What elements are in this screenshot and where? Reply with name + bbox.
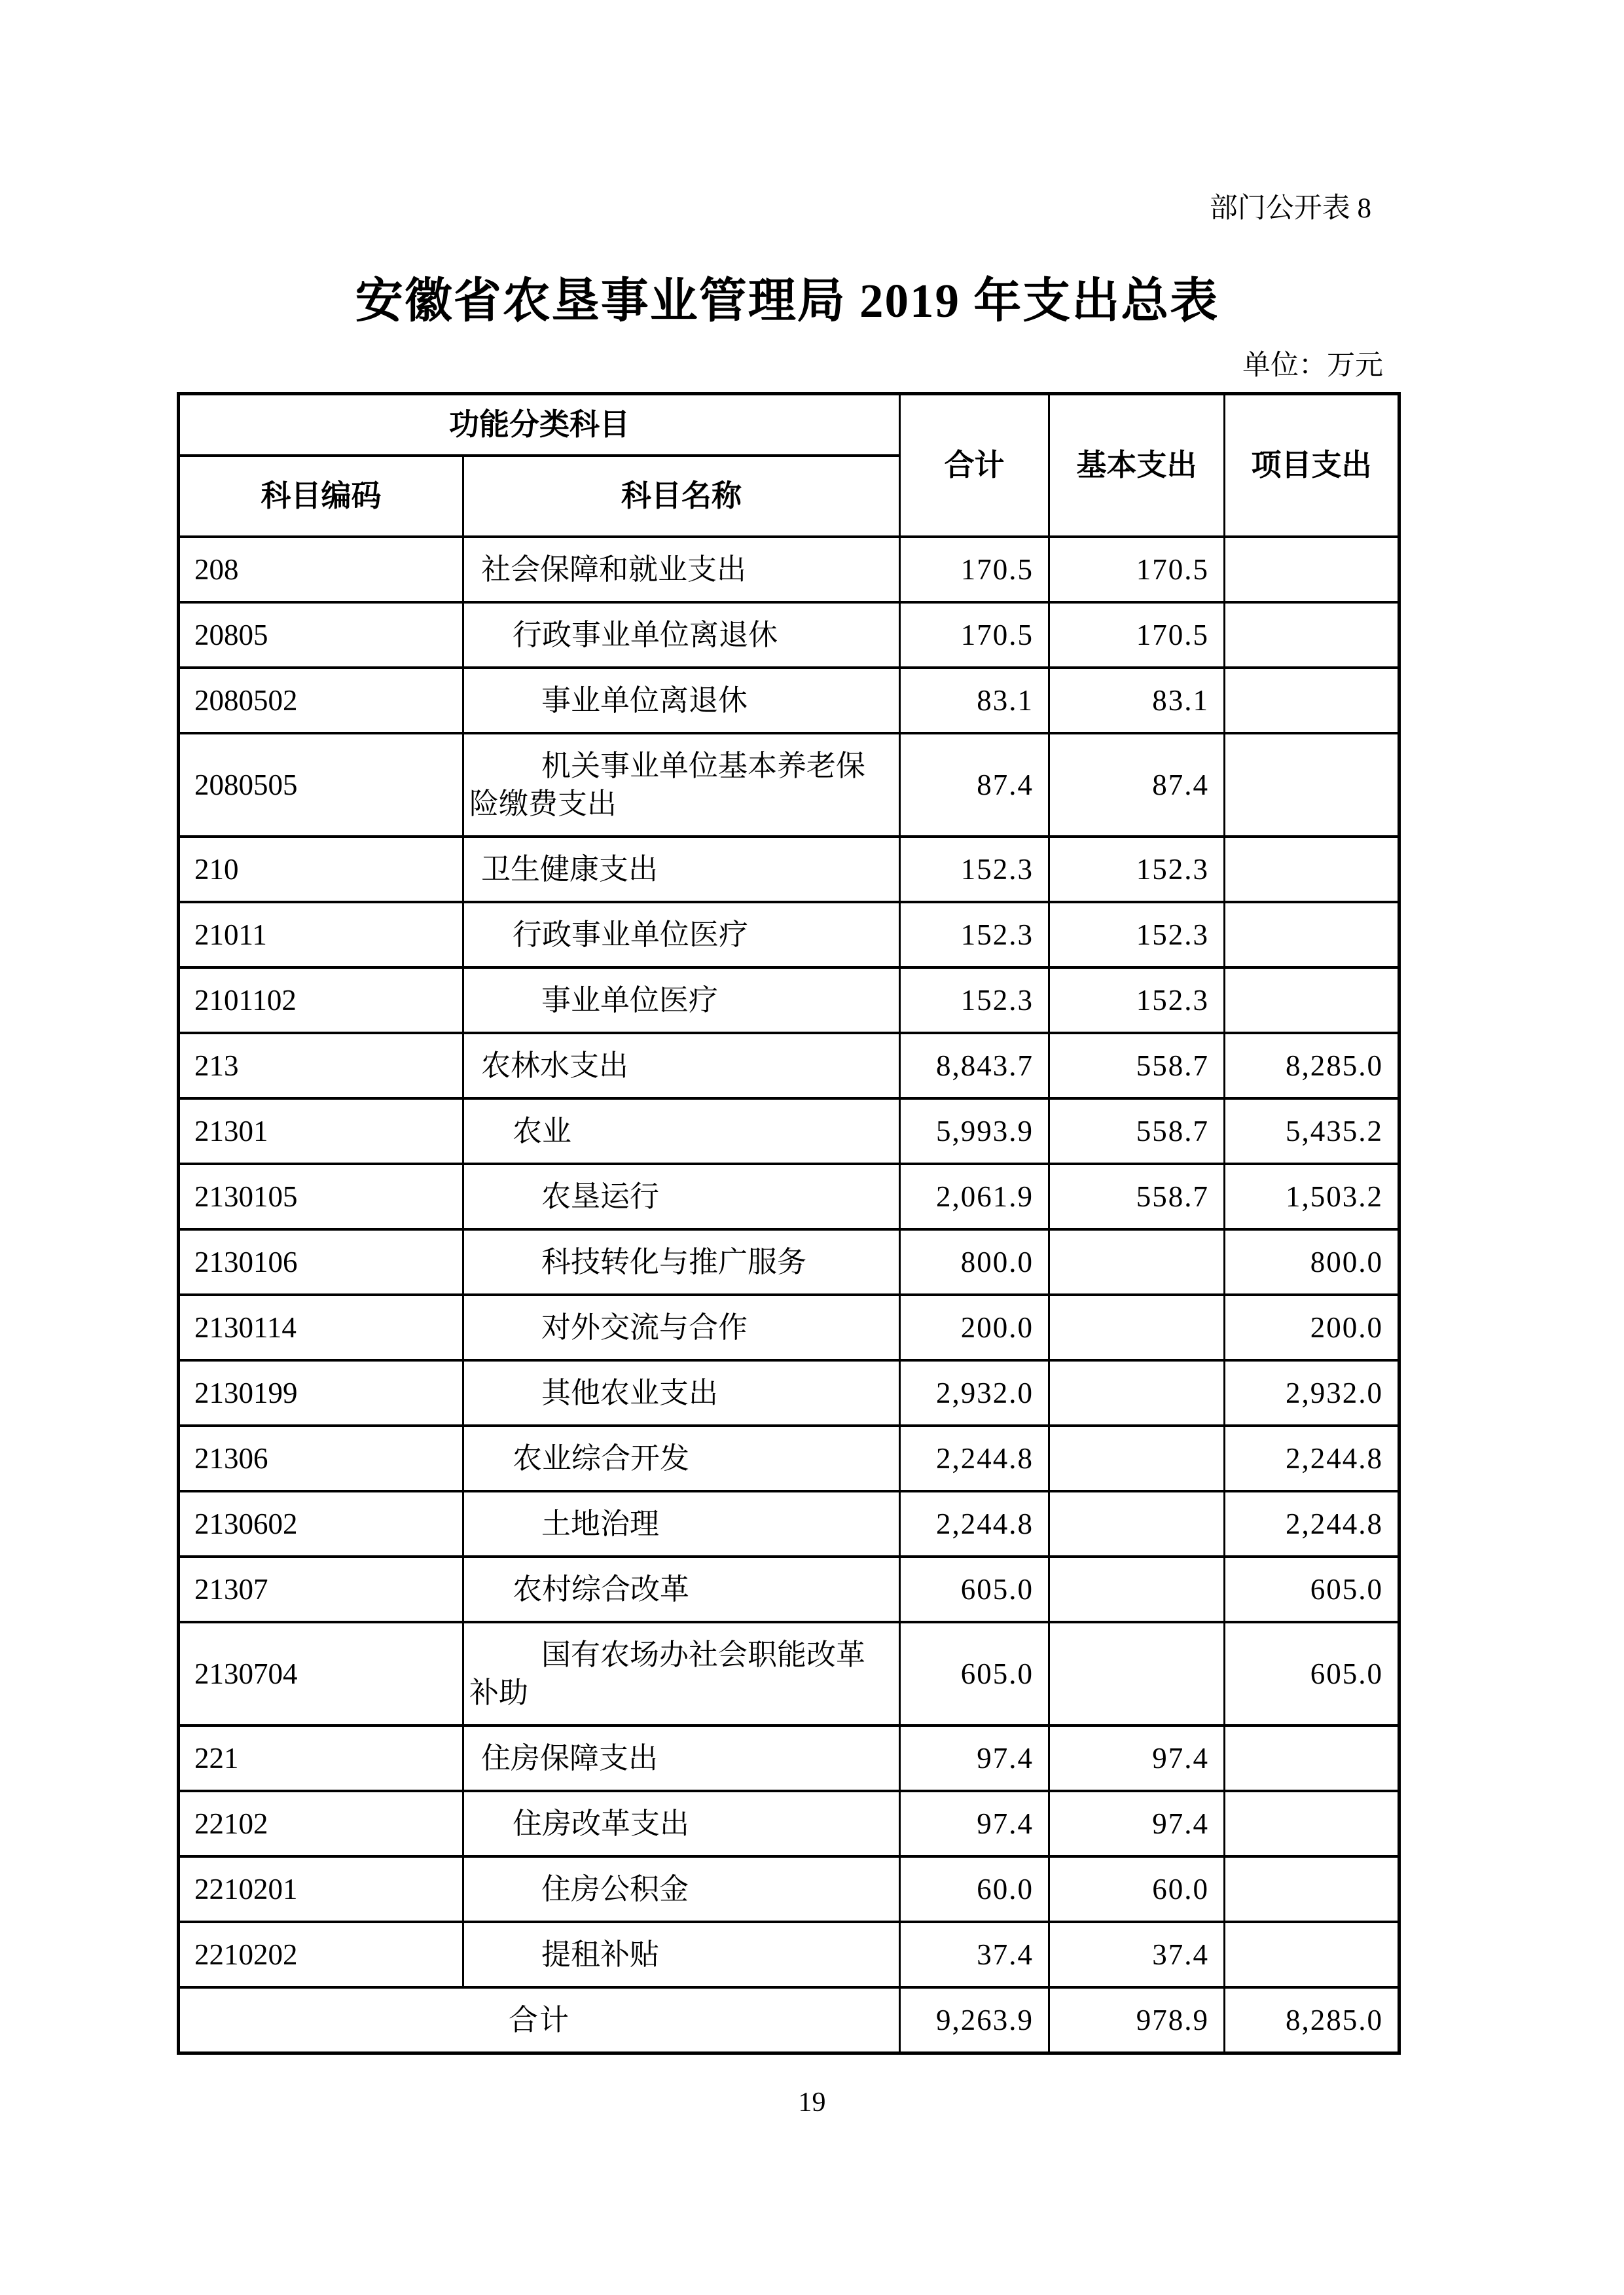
doc-label: 部门公开表 8 [1209,193,1371,224]
subject-code-cell: 2210201 [179,1856,463,1922]
subject-code-cell: 2130106 [179,1229,463,1295]
basic-value-cell: 558.7 [1049,1164,1225,1229]
table-row [179,1791,1399,1856]
project-value-cell [1225,668,1399,733]
basic-value-cell: 97.4 [1049,1726,1225,1791]
subject-name-cell: 事业单位离退休 [463,668,900,733]
basic-value-cell: 97.4 [1049,1791,1225,1856]
total-value-cell: 8,843.7 [900,1033,1049,1098]
project-value-cell: 800.0 [1225,1229,1399,1295]
basic-value-cell: 558.7 [1049,1033,1225,1098]
subject-name-cell: 住房公积金 [463,1856,900,1922]
subject-code-cell: 2130602 [179,1491,463,1557]
total-row-label: 合计 [179,1987,900,2053]
project-value-cell: 5,435.2 [1225,1098,1399,1164]
table-row [179,1164,1399,1229]
project-value-cell [1225,537,1399,602]
subject-name-cell: 国有农场办社会职能改革补助 [463,1622,900,1726]
subject-code-cell: 208 [179,537,463,602]
subject-name-cell: 提租补贴 [463,1922,900,1987]
project-value-cell: 200.0 [1225,1295,1399,1360]
project-value-cell: 2,244.8 [1225,1491,1399,1557]
total-value-cell: 152.3 [900,837,1049,902]
subject-code-cell: 2210202 [179,1922,463,1987]
subject-code-cell: 21306 [179,1426,463,1491]
subject-code-cell: 2130704 [179,1622,463,1726]
subject-name-cell: 土地治理 [463,1491,900,1557]
basic-value-cell [1049,1622,1225,1726]
total-row-project-value: 8,285.0 [1225,1987,1399,2053]
project-value-cell: 8,285.0 [1225,1033,1399,1098]
header-subject-name: 科目名称 [463,456,900,537]
table-row [179,1622,1399,1726]
subject-name-cell: 农业综合开发 [463,1426,900,1491]
subject-name-cell: 其他农业支出 [463,1360,900,1426]
subject-code-cell: 2130105 [179,1164,463,1229]
subject-name-cell: 社会保障和就业支出 [463,537,900,602]
project-value-cell: 605.0 [1225,1557,1399,1622]
subject-code-cell: 21301 [179,1098,463,1164]
subject-code-cell: 2080502 [179,668,463,733]
header-functional-classification: 功能分类科目 [179,393,900,456]
total-value-cell: 605.0 [900,1622,1049,1726]
total-value-cell: 170.5 [900,602,1049,668]
basic-value-cell: 170.5 [1049,602,1225,668]
basic-value-cell: 83.1 [1049,668,1225,733]
table-row [179,1557,1399,1622]
total-value-cell: 605.0 [900,1557,1049,1622]
subject-name-cell: 行政事业单位医疗 [463,902,900,967]
subject-name-cell: 事业单位医疗 [463,967,900,1033]
table-row [179,1491,1399,1557]
table-row [179,602,1399,668]
expenditure-table [177,392,1401,2055]
basic-value-cell: 558.7 [1049,1098,1225,1164]
subject-code-cell: 2101102 [179,967,463,1033]
basic-value-cell [1049,1426,1225,1491]
header-basic-expenditure: 基本支出 [1049,393,1225,537]
subject-code-cell: 21011 [179,902,463,967]
table-row [179,733,1399,837]
unit-note: 单位：万元 [1242,350,1383,381]
total-row-total-value: 9,263.9 [900,1987,1049,2053]
total-value-cell: 97.4 [900,1726,1049,1791]
total-value-cell: 152.3 [900,967,1049,1033]
project-value-cell [1225,733,1399,837]
header-project-expenditure: 项目支出 [1225,393,1399,537]
project-value-cell [1225,1791,1399,1856]
basic-value-cell: 152.3 [1049,837,1225,902]
table-row [179,902,1399,967]
total-value-cell: 152.3 [900,902,1049,967]
subject-name-cell: 农林水支出 [463,1033,900,1098]
total-value-cell: 60.0 [900,1856,1049,1922]
project-value-cell [1225,602,1399,668]
table-row [179,1922,1399,1987]
page-title: 安徽省农垦事业管理局 2019 年支出总表 [355,274,1219,327]
project-value-cell [1225,837,1399,902]
subject-name-cell: 农垦运行 [463,1164,900,1229]
project-value-cell: 2,932.0 [1225,1360,1399,1426]
table-row [179,537,1399,602]
total-value-cell: 2,244.8 [900,1491,1049,1557]
project-value-cell [1225,1922,1399,1987]
document-content [177,191,1398,2055]
basic-value-cell: 152.3 [1049,902,1225,967]
subject-name-cell: 住房保障支出 [463,1726,900,1791]
table-row [179,1033,1399,1098]
page-number: 19 [798,2087,826,2118]
table-row [179,1295,1399,1360]
table-body [179,537,1399,1987]
table-row [179,1098,1399,1164]
basic-value-cell: 87.4 [1049,733,1225,837]
project-value-cell [1225,1856,1399,1922]
subject-name-cell: 机关事业单位基本养老保险缴费支出 [463,733,900,837]
total-value-cell: 97.4 [900,1791,1049,1856]
total-value-cell: 170.5 [900,537,1049,602]
total-row [179,1987,1399,2053]
subject-name-cell: 农业 [463,1098,900,1164]
subject-name-cell: 农村综合改革 [463,1557,900,1622]
total-row-basic-value: 978.9 [1049,1987,1225,2053]
basic-value-cell [1049,1360,1225,1426]
total-value-cell: 2,244.8 [900,1426,1049,1491]
total-value-cell: 2,061.9 [900,1164,1049,1229]
header-total: 合计 [900,393,1049,537]
basic-value-cell [1049,1557,1225,1622]
basic-value-cell [1049,1491,1225,1557]
project-value-cell [1225,1726,1399,1791]
subject-code-cell: 20805 [179,602,463,668]
basic-value-cell: 60.0 [1049,1856,1225,1922]
basic-value-cell: 152.3 [1049,967,1225,1033]
subject-code-cell: 21307 [179,1557,463,1622]
header-row-group [179,393,1399,456]
total-value-cell: 37.4 [900,1922,1049,1987]
table-row [179,668,1399,733]
subject-name-cell: 对外交流与合作 [463,1295,900,1360]
total-value-cell: 87.4 [900,733,1049,837]
total-value-cell: 83.1 [900,668,1049,733]
subject-code-cell: 22102 [179,1791,463,1856]
basic-value-cell: 170.5 [1049,537,1225,602]
basic-value-cell: 37.4 [1049,1922,1225,1987]
project-value-cell: 1,503.2 [1225,1164,1399,1229]
subject-code-cell: 221 [179,1726,463,1791]
table-row [179,1726,1399,1791]
subject-code-cell: 2130199 [179,1360,463,1426]
total-value-cell: 200.0 [900,1295,1049,1360]
total-value-cell: 5,993.9 [900,1098,1049,1164]
table-row [179,837,1399,902]
subject-name-cell: 住房改革支出 [463,1791,900,1856]
project-value-cell: 2,244.8 [1225,1426,1399,1491]
table-footer [179,1987,1399,2053]
table-row [179,1229,1399,1295]
subject-name-cell: 行政事业单位离退休 [463,602,900,668]
table-row [179,967,1399,1033]
table-row [179,1360,1399,1426]
subject-code-cell: 210 [179,837,463,902]
table-row [179,1856,1399,1922]
total-value-cell: 2,932.0 [900,1360,1049,1426]
header-subject-code: 科目编码 [179,456,463,537]
subject-code-cell: 213 [179,1033,463,1098]
project-value-cell: 605.0 [1225,1622,1399,1726]
subject-name-cell: 科技转化与推广服务 [463,1229,900,1295]
table-row [179,1426,1399,1491]
total-value-cell: 800.0 [900,1229,1049,1295]
subject-code-cell: 2130114 [179,1295,463,1360]
subject-name-cell: 卫生健康支出 [463,837,900,902]
project-value-cell [1225,967,1399,1033]
basic-value-cell [1049,1229,1225,1295]
table-header [179,393,1399,537]
basic-value-cell [1049,1295,1225,1360]
subject-code-cell: 2080505 [179,733,463,837]
project-value-cell [1225,902,1399,967]
